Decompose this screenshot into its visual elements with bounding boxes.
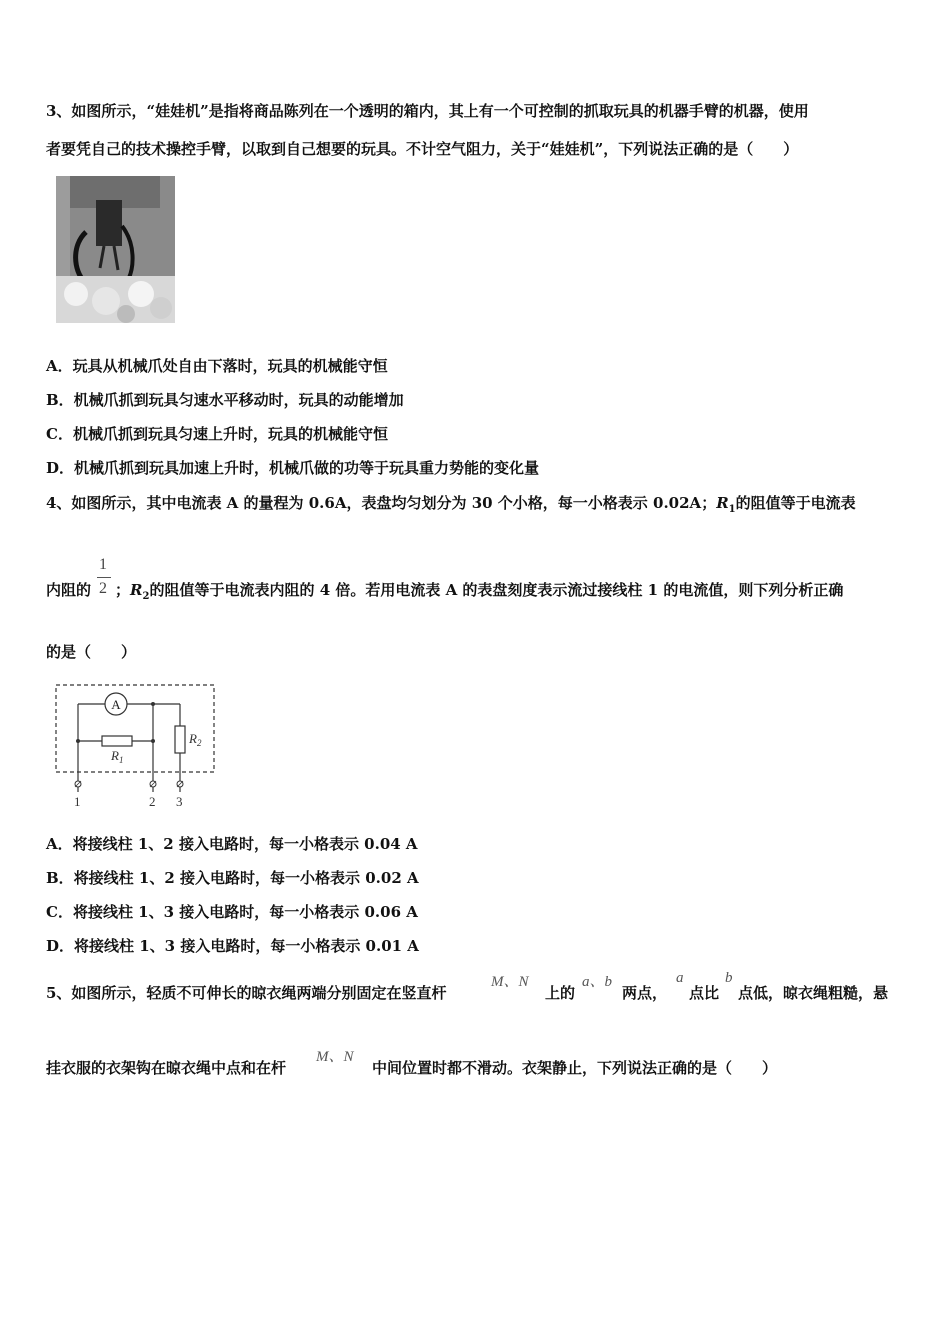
q3-stem-line1: 3、如图所示，“娃娃机”是指将商品陈列在一个透明的箱内，其上有一个可控制的抓取玩具的机器手臂的机器，使用 bbox=[46, 102, 809, 120]
q5-text-e: 点低，晾衣绳粗糙，悬 bbox=[738, 984, 889, 1002]
q3-option-b: B．机械爪抓到玩具匀速水平移动时，玩具的动能增加 bbox=[46, 391, 404, 409]
q4-fraction-numerator: 1 bbox=[99, 556, 107, 573]
q4-line1-text-a: 4、如图所示，其中电流表 A 的量程为 0.6A，表盘均匀划分为 30 个小格，每一小格表示 0.02A； bbox=[46, 494, 717, 512]
q4-r1-subscript: 1 bbox=[728, 504, 736, 515]
q4-option-d: D．将接线柱 1、3 接入电路时，每一小格表示 0.01 A bbox=[46, 937, 419, 955]
q4-stem-line2 bbox=[46, 580, 843, 607]
q4-option-c: C．将接线柱 1、3 接入电路时，每一小格表示 0.06 A bbox=[46, 903, 418, 921]
q4-r2-subscript: 2 bbox=[142, 591, 150, 602]
q3-stem-line2: 者要凭自己的技术操控手臂，以取到自己想要的玩具。不计空气阻力，关于“娃娃机”，下列说法正确的是（ ） bbox=[46, 140, 799, 158]
q4-r1-symbol: R bbox=[716, 494, 729, 512]
r1-label: R bbox=[111, 748, 119, 763]
terminal-3-label: 3 bbox=[176, 794, 183, 809]
q5-mn-symbols-2: M、N bbox=[316, 1049, 354, 1065]
q4-line1-text-b: 的阻值等于电流表 bbox=[735, 494, 856, 512]
q4-r2-symbol: R bbox=[130, 581, 143, 599]
q3-option-a: A．玩具从机械爪处自由下落时，玩具的机械能守恒 bbox=[46, 357, 388, 375]
q4-line2-text-c: 的阻值等于电流表内阻的 4 倍。若用电流表 A 的表盘刻度表示流过接线柱 1 的电流值，则下列分析正确 bbox=[149, 581, 844, 599]
r2-label: R bbox=[189, 731, 197, 746]
q5-mn-symbols-1: M、N bbox=[491, 974, 529, 990]
q3-option-c: C．机械爪抓到玩具匀速上升时，玩具的机械能守恒 bbox=[46, 425, 388, 443]
q4-line2-text-a: 内阻的 bbox=[46, 581, 92, 599]
q5-text-line2-b: 中间位置时都不滑动。衣架静止，下列说法正确的是（ ） bbox=[372, 1059, 778, 1077]
r1-label-sub: 1 bbox=[118, 755, 124, 765]
q5-ab-symbols-1: a、b bbox=[582, 974, 613, 990]
r2-label-sub: 2 bbox=[196, 738, 202, 748]
terminal-1-label: 1 bbox=[74, 794, 81, 809]
q4-option-b: B．将接线柱 1、2 接入电路时，每一小格表示 0.02 A bbox=[46, 869, 419, 887]
q4-stem-line3: 的是（ ） bbox=[46, 643, 137, 661]
q5-text-d: 点比 bbox=[689, 984, 720, 1002]
svg-text:R2 bbox=[188, 731, 202, 748]
svg-text:R1 bbox=[110, 748, 123, 765]
q5-a-symbol-2: a bbox=[676, 970, 684, 986]
r1-resistor bbox=[102, 736, 132, 746]
circuit-diagram bbox=[50, 682, 220, 812]
claw-machine-photo bbox=[56, 176, 175, 323]
q4-line2-text-b: ； bbox=[115, 581, 131, 599]
q5-b-symbol-2: b bbox=[725, 970, 733, 986]
q4-option-a: A．将接线柱 1、2 接入电路时，每一小格表示 0.04 A bbox=[46, 835, 418, 853]
q4-stem-line1 bbox=[46, 493, 856, 520]
r2-resistor bbox=[175, 726, 185, 753]
q5-text-c: 两点， bbox=[622, 984, 668, 1002]
q3-option-d: D．机械爪抓到玩具加速上升时，机械爪做的功等于玩具重力势能的变化量 bbox=[46, 459, 540, 477]
terminal-2-label: 2 bbox=[149, 794, 156, 809]
q4-fraction-bar bbox=[97, 577, 111, 578]
ammeter-label: A bbox=[111, 697, 121, 712]
q5-text-line2-a: 挂衣服的衣架钩在晾衣绳中点和在杆 bbox=[46, 1059, 287, 1077]
q4-fraction-denominator: 2 bbox=[99, 580, 107, 597]
q5-text-a: 5、如图所示，轻质不可伸长的晾衣绳两端分别固定在竖直杆 bbox=[46, 984, 447, 1002]
q5-text-b: 上的 bbox=[545, 984, 576, 1002]
